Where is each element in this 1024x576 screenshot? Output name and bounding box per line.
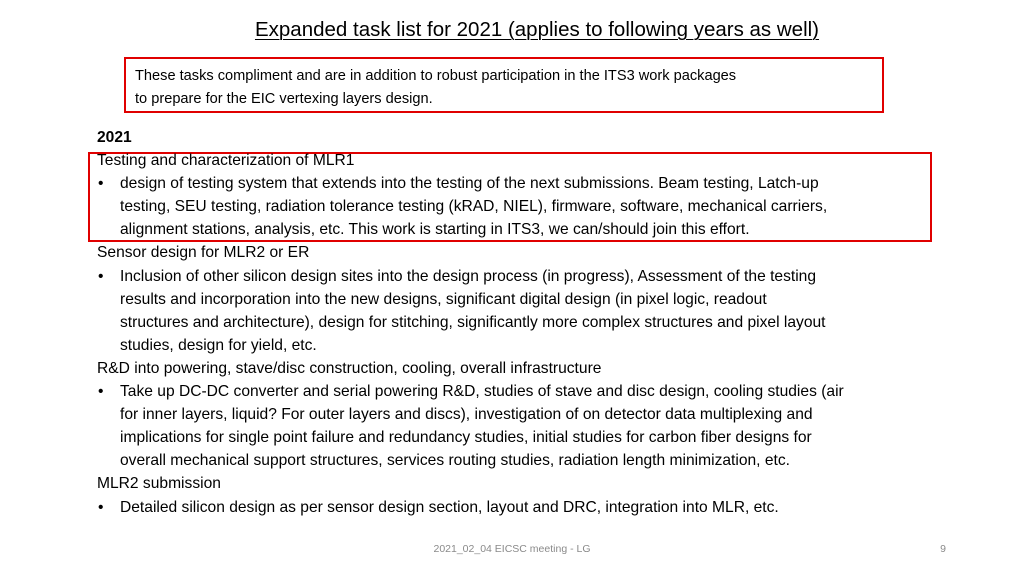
bullet-mlr2-submission	[97, 496, 977, 519]
section-heading-mlr2-submission: MLR2 submission	[97, 475, 221, 493]
bullet-dot: •	[98, 383, 104, 401]
intro-text	[135, 65, 880, 111]
bullet-dot: •	[98, 267, 104, 285]
section-heading-sensor-design: Sensor design for MLR2 or ER	[97, 244, 310, 262]
bullet-line: studies, design for yield, etc.	[120, 336, 317, 354]
bullet-line: overall mechanical support structures, services routing studies, radiation length minimization, etc.	[120, 452, 790, 470]
bullet-line: design of testing system that extends into the testing of the next submissions. Beam testing, Latch-up	[120, 175, 819, 193]
task-list	[97, 126, 977, 519]
slide-footer: 2021_02_04 EICSC meeting - LG	[433, 543, 591, 555]
section-heading-mlr1-testing: Testing and characterization of MLR1	[97, 152, 355, 170]
section-heading-powering: R&D into powering, stave/disc construction, cooling, overall infrastructure	[97, 359, 602, 377]
bullet-line: structures and architecture), design for stitching, significantly more complex structures and pixel layout	[120, 313, 826, 331]
slide-title: Expanded task list for 2021 (applies to following years as well)	[254, 18, 820, 41]
bullet-dot: •	[98, 498, 104, 516]
bullet-line: Detailed silicon design as per sensor design section, layout and DRC, integration into MLR, etc.	[120, 498, 779, 516]
page-number: 9	[940, 543, 946, 555]
bullet-line: for inner layers, liquid? For outer layers and discs), investigation of on detector data multiplexing and	[120, 406, 813, 424]
bullet-line: results and incorporation into the new designs, significant digital design (in pixel logic, readout	[120, 290, 767, 308]
bullet-powering	[97, 380, 977, 472]
bullet-line: alignment stations, analysis, etc. This work is starting in ITS3, we can/should join this effort.	[120, 221, 750, 239]
intro-line: These tasks compliment and are in addition to robust participation in the ITS3 work packages	[135, 68, 737, 84]
intro-line: to prepare for the EIC vertexing layers design.	[135, 91, 433, 107]
bullet-line: Inclusion of other silicon design sites into the design process (in progress), Assessment of the testing	[120, 267, 817, 285]
year-heading: 2021	[97, 129, 132, 146]
bullet-mlr1-testing	[97, 172, 977, 241]
bullet-line: implications for single point failure and redundancy studies, initial studies for carbon fiber designs for	[120, 429, 812, 447]
bullet-sensor-design	[97, 265, 977, 357]
bullet-line: Take up DC-DC converter and serial powering R&D, studies of stave and disc design, cooling studies (air	[120, 383, 844, 401]
bullet-dot: •	[98, 175, 104, 193]
bullet-line: testing, SEU testing, radiation tolerance testing (kRAD, NIEL), firmware, software, mechanical carriers,	[120, 198, 828, 216]
